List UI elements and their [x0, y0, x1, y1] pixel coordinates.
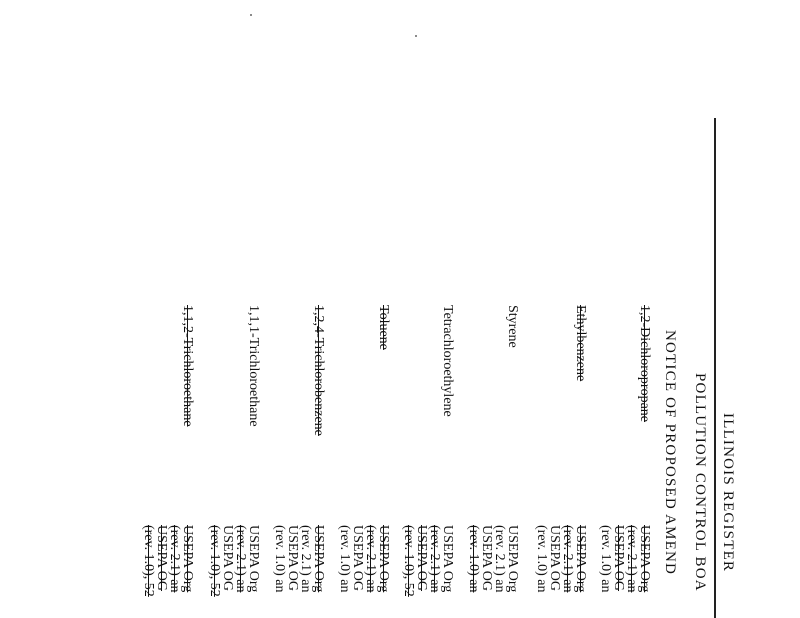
contaminant-name: Styrene: [505, 305, 520, 348]
analytical-method: USEPA OG: [414, 525, 429, 592]
analytical-method: (rev. 1.0) an: [466, 525, 481, 593]
analytical-method: (rev. 2.1) an: [363, 525, 378, 593]
analytical-method: USEPA OG: [479, 525, 494, 592]
analytical-method: (rev. 2.1) an: [233, 525, 248, 593]
analytical-method: (rev. 1.0) an: [534, 525, 549, 593]
analytical-method: (rev. 2.1) an: [624, 525, 639, 593]
contaminant-name: 1,1,1-Trichloroethane: [246, 305, 261, 427]
analytical-method: USEPA Org: [440, 525, 455, 593]
analytical-method: USEPA OG: [220, 525, 235, 592]
analytical-method: (rev. 2.1) an: [427, 525, 442, 593]
analytical-method: USEPA OG: [350, 525, 365, 592]
analytical-method: USEPA OG: [547, 525, 562, 592]
analytical-method: (rev. 1.0) an: [272, 525, 287, 593]
analytical-method: USEPA Org: [505, 525, 520, 593]
contaminant-name: Tetrachloroethylene: [440, 305, 455, 417]
analytical-method: USEPA OG: [154, 525, 169, 592]
agency-name: POLLUTION CONTROL BOA: [692, 373, 708, 592]
contaminant-name: 1,2-Dichloropropane: [637, 305, 652, 423]
analytical-method: (rev. 2.1) an: [167, 525, 182, 593]
contaminant-name: 1,2,4-Trichlorobenzene: [311, 305, 326, 436]
analytical-method: USEPA Org: [180, 525, 195, 593]
analytical-method: (rev. 2.1) an: [560, 525, 575, 593]
analytical-method: (rev. 1.0) an: [598, 525, 613, 593]
header-rule: [714, 118, 716, 618]
analytical-method: (rev. 1.0), 52: [207, 525, 222, 597]
analytical-method: USEPA Org: [376, 525, 391, 593]
register-title: ILLINOIS REGISTER: [720, 413, 736, 573]
analytical-method: (rev. 1.0) an: [337, 525, 352, 593]
analytical-method: USEPA Org: [246, 525, 261, 593]
contaminant-name: 1,1,2-Trichloroethane: [180, 305, 195, 427]
analytical-method: (rev. 1.0), 52: [401, 525, 416, 597]
contaminant-name: Ethylbenzene: [573, 305, 588, 382]
analytical-method: (rev. 2.1) an: [298, 525, 313, 593]
analytical-method: (rev. 2.1) an: [492, 525, 507, 593]
analytical-method: USEPA Org: [573, 525, 588, 593]
analytical-method: USEPA Org: [311, 525, 326, 593]
scan-speck: [250, 14, 252, 16]
analytical-method: USEPA Org: [637, 525, 652, 593]
analytical-method: USEPA OG: [285, 525, 300, 592]
notice-title: NOTICE OF PROPOSED AMEND: [662, 330, 678, 576]
analytical-method: (rev. 1.0), 52: [141, 525, 156, 597]
scan-speck: [415, 35, 417, 37]
contaminant-name: Toluene: [376, 305, 391, 350]
analytical-method: USEPA OG: [611, 525, 626, 592]
